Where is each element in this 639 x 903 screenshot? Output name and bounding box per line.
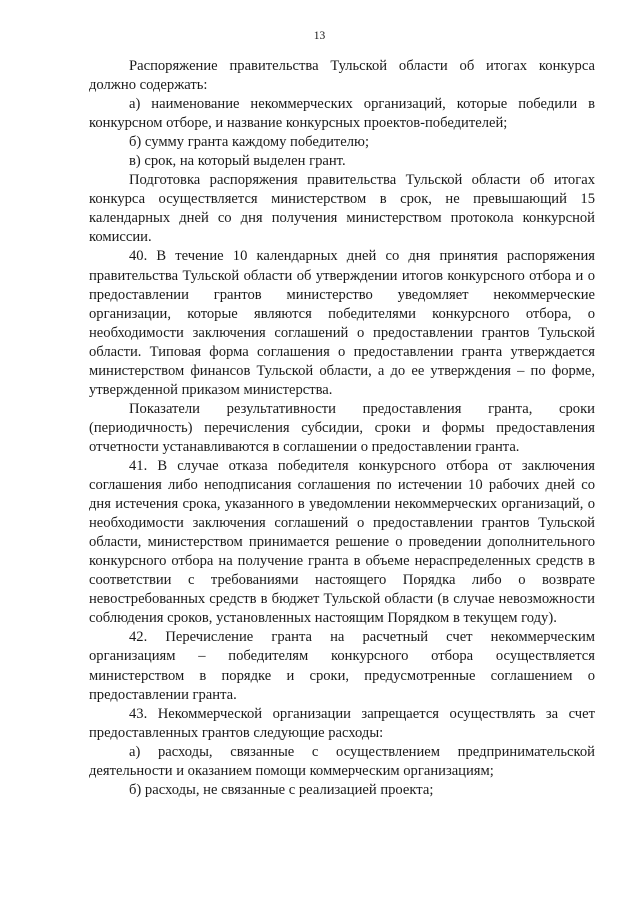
page-number: 13 (313, 30, 326, 42)
paragraph-item-b-grant-amount: б) сумму гранта каждому победителю; (129, 134, 369, 151)
paragraph-decree-content-intro: Распоряжение правительства Тульской области об итогах конкурса должно содержать: (89, 58, 595, 94)
paragraph-43: 43. Некоммерческой организации запрещается осуществлять за счет предоставленных грантов следующие расходы: (89, 705, 595, 741)
paragraph-43-item-b: б) расходы, не связанные с реализацией проекта; (129, 781, 434, 798)
paragraph-item-a-winners: а) наименование некоммерческих организаций, которые победили в конкурсном отборе, и название конкурсных проектов-победителей; (89, 96, 595, 132)
paragraph-decree-preparation: Подготовка распоряжения правительства Тульской области об итогах конкурса осуществляется министерством в срок, не превышающий 15 календарных дней со дня получения министерством протокола конкурсной комиссии. (89, 172, 595, 246)
paragraph-43-item-a: а) расходы, связанные с осуществлением предпринимательской деятельности и оказанием помощи коммерческим организациям; (89, 743, 595, 779)
paragraph-item-c-grant-term: в) срок, на который выделен грант. (129, 153, 346, 170)
paragraph-42: 42. Перечисление гранта на расчетный счет некоммерческим организациям – победителям конкурсного отбора осуществляется министерством в порядке и сроки, предусмотренные соглашением о предоставлении гранта. (89, 629, 595, 703)
document-body (89, 57, 595, 800)
paragraph-performance-indicators: Показатели результативности предоставления гранта, сроки (периодичность) перечисления субсидии, сроки и формы предоставления отчетности устанавливаются в соглашении о предоставлении гранта. (89, 400, 595, 455)
paragraph-40: 40. В течение 10 календарных дней со дня принятия распоряжения правительства Тульской области об утверждении итогов конкурсного отбора и о предоставлении грантов министерство уведомляет некоммерческие организации, которые являются победителями конкурсного отбора, о необходимости заключения соглашений о предоставлении грантов Тульской области. Типовая форма соглашения о предоставлении гранта утверждается министерством финансов Тульской области, а до ее утверждения – по форме, утвержденной приказом министерства. (89, 248, 595, 398)
paragraph-41: 41. В случае отказа победителя конкурсного отбора от заключения соглашения либо неподписания соглашения по истечении 10 рабочих дней со дня истечения срока, указанного в уведомлении некоммерческих организаций, о необходимости заключения соглашений о предоставлении грантов Тульской области, министерством принимается решение о проведении дополнительного конкурсного отбора на получение гранта в объеме нераспределенных средств в соответствии с требованиями настоящего Порядка либо о возврате невостребованных средств в бюджет Тульской области (в случае невозможности соблюдения сроков, установленных настоящим Порядком в текущем году). (89, 457, 595, 627)
